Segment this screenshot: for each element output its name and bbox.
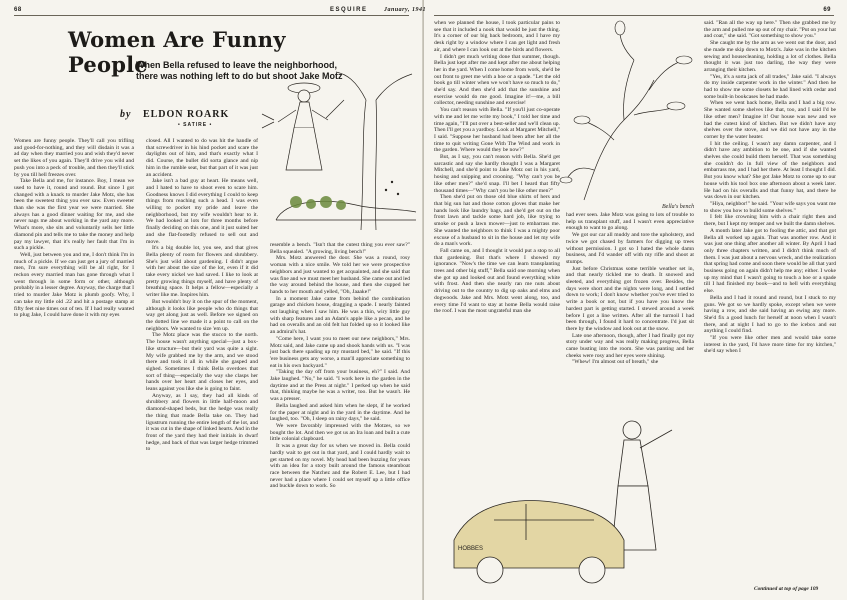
section-tag-label: SATIRE — [183, 122, 208, 128]
paragraph: It was a great day for us when we moved in. Bella could hardly wait to get out in that yard, and I could hardly wait to get started on my novel. My head had been buzzing for years with an idea for a story built around the famous steamboat race between the Natchez and the Robert E. Lee, but I had never had a place where I could set myself up a little office and buckle down to work. So — [270, 443, 410, 490]
paragraph: But wouldn't buy it on the spur of the moment, although it looks like people who do things that way get along just as well. Before we signed on the dotted line we made it a point to call on the neighbors. We wanted to size 'em up. — [146, 298, 258, 332]
left-page — [0, 0, 423, 600]
paragraph: "Come here, I want you to meet our new neighbors," Mrs. Motz said, and Jake came up and shook hands with us. "I was just back there spading up my mustard bed," he said. "If this 'ere business gets any worse, a man'll appreciate something to eat in his own backyard." — [270, 335, 410, 369]
column-5 — [566, 212, 694, 366]
paragraph: I felt like crowning him with a chair right then and there, but I kept my temper and we built the damn shelves. — [704, 214, 836, 228]
paragraph: resemble a bench. "Isn't that the cutest thing you ever saw?" Bella squealed. "A growing, living bench!" — [270, 242, 410, 255]
paragraph: Fall came on, and I thought it would put a stop to all that gardening. But that's where I showed my ignorance. "Now's the time we can learn transplanting trees and other big stuff," Bella said one morning when she got up and looked out and found everything white with frost. And then she nearly ran me nuts about driving out to the country to dig up oaks and elms and dogwoods. Jake and Mrs. Motz went along, too, and every time I'd want to stay at home Bella would raise the roof. I was the most ungrateful man she — [434, 247, 560, 315]
paragraph: I hit the ceiling. I wasn't any damn carpenter, and I didn't have any ambition to be one, and if she wanted shelves she could build them herself. That was something she couldn't do in full view of the neighbors and embarrass me, and I had her there. At least I thought I did. But you know what? She got Jake Motz to come up to our house with his tool box one afternoon about a week later. He had on his overalls and that funny hat, and there he was down in our kitchen. — [704, 140, 836, 201]
paragraph: Well, just between you and me, I don't think I'm in much of a pickle. If we can just get a jury of married men, I'm sure everything will be all right, for I reckon every married man has gone through what I went through in some form or other, although probably in a lesser degree. Anyway, the charge that I tried to murder Jake Motz is plumb goofy. Why, I can take my little old .22 and hit a postage stamp at fifty feet nine times out of ten. If I had really wanted to plug Jake, I could have done it with my eyes — [14, 251, 134, 319]
car-illustration-signature: HOBBES — [458, 546, 484, 552]
paragraph: Just before Christmas some terrible weather set in, and that nearly tickled me to death. It snowed and sleeted, and everything got frozen over. Besides, the days were short and the nights were long, and I settled down to work; I don't know whether you've ever tried to write a book or not, but if you have you know the hardest part is getting started. I stewed around a week before I got a line written. After all the turmoil I had been through, I found it hard to concentrate. I'd just sit there by the window and look out at the snow. — [566, 265, 694, 332]
paragraph: We got our car all muddy and tore the upholstery, and twice we got chased by farmers for digging up trees without permission. I got so I hated the whole damn business, and I'd wander off with my rifle and shoot at stumps. — [566, 232, 694, 265]
header-rule — [434, 15, 834, 16]
magazine-name: ESQUIRE — [330, 7, 368, 13]
section-tag: • SATIRE • — [178, 122, 213, 128]
column-2 — [146, 138, 258, 453]
paragraph: Women are funny people. They'll call you trifling and good-for-nothing, and they will disdain it was a ad day when they married you and wish they'd never set the likes of you again. They'll drive you wild and push you into a peck of trouble, and then they'll stick by you till hell freezes over. — [14, 138, 134, 178]
paragraph: Bella laughed and asked him when he slept, if he worked for the paper at night and in the yard in the daytime. And he laughed, too. "Oh, I sleep on rainy days," he said. — [270, 402, 410, 423]
paragraph: In a moment Jake came from behind the combination garage and chicken house, dragging a spade. I nearly fainted out laughing when I saw him. He was a thin, wiry little guy with sharp features and an Adam's apple like a pecan, and he had on overalls and an old felt hat folded up so it looked like an admiral's hat. — [270, 295, 410, 336]
paragraph: closed. All I wanted to do was hit the handle of that screwdriver in his hind pocket and scare the daylights out of him, and that's exactly what I did. Course, the bullet did sorta glance and nip him in the rumble seat, but that part of it was just an accident. — [146, 138, 258, 178]
column-1 — [14, 138, 134, 319]
paragraph: said. "Ran all the way up here." Then she grabbed me by the arm and pulled me up out of my chair. "Put on your hat and coat," she said. "Got something to show you." — [704, 20, 836, 40]
paragraph: Jake isn't a bad guy at heart. He means well, and I hated to have to shoot even to scare him. Goodness knows I did everything I could to keep things from reaching such a head. I was even willing to pocket my pride and leave the neighborhood, but my wife wouldn't hear to it. We had looked at lots for three months before finally deciding on this one, and it just suited her and she flat-footedly refused to sell out and move. — [146, 178, 258, 245]
column-4 — [434, 20, 560, 315]
column-6 — [704, 20, 836, 355]
paragraph: Late one afternoon, though, after I had finally got my story under way and was really making progress, Bella came busting into the room. She was panting and her cheeks were rosy and her eyes were shining. — [566, 332, 694, 359]
paragraph: Take Bella and me, for instance. Boy, I mean we used to have it, round and round. But since I got changed with a knack to murder Jake Motz, she has been the sweetest thing you ever saw. Even sweeter than she was the first year we were married. She always has a good dinner waiting for me, and she never nags me about working in the yard any more. What's more, she sits and voluntarily sells her little diamond pin and tells me to take the money and help pay my lawyer, that it's really her fault that I'm in such a pickle. — [14, 178, 134, 252]
paragraph: had ever seen. Jake Motz was going to lots of trouble to help us transplant stuff, and I wasn't even appreciative enough to want to go along. — [566, 212, 694, 232]
paragraph: "If you were like other men and would take some interest in the yard, I'd have more time for my kitchen," she'd say when I — [704, 335, 836, 355]
paragraph: A month later Jake got to fooling the attic, and that got Bella all worked up again. That was another row. And it was just one thing after another all winter. By April I had only three chapters written, and I didn't think much of them. I was just about a nervous wreck, and the realization that spring had come and soon there would be all that yard business going on again didn't help me any; either. I woke up my mind that I wasn't going to touch a hoe or a spade till I had finished my book—and to hell with everything else. — [704, 227, 836, 295]
plant-illustration — [564, 20, 694, 210]
paragraph: It's a big double lot, you see, and that gives Bella plenty of room for flowers and shrubbery. She's just wild about gardening. I didn't argue with her about the size of the lot, even if it did take every nickel we had saved. I like to look at pretty growing things myself, and have plenty of breathing space. It helps a fellow—especially a writer like me. Inspires him. — [146, 245, 258, 299]
paragraph: when we planned the house, I took particular pains to see that it included a nook that would be just the thing. It's a corner of our big back bedroom, and I have my desk right by a window where I can get light and fresh air, and where I can look out at the birds and flowers. — [434, 20, 560, 53]
paragraph: Bella and I had it round and round, but I stuck to my guns. We got so we hardly spoke, except when we were having a row, and she said having an ewing any more. She'd fix a good lunch for herself at noon when I wasn't there, and at night I had to go to the icebox and eat anything I could find. — [704, 294, 836, 335]
column-3 — [270, 242, 410, 490]
page-number-left: 68 — [14, 7, 22, 13]
paragraph: Mrs. Motz answered the door. She was a round, rosy woman with a nice smile. We told her we were prospective neighbors and just wanted to get acquainted, and she said that was fine and we must meet her husband. She came out and led the way around behind the house, and then she cupped her hands to her mouth and yelled, "Oh, Jaaake!" — [270, 255, 410, 295]
paragraph: You can't reason with Bella. "If you'll just co-operate with me and let me write my book," I told her time and time again, "I'll put over a best-seller and we'll clean up. Then I'll get you a yardboy. Look at Margaret Mitchell," I said. "Suppose her husband had been after her all the time to quit writing Gone With The Wind and work in the garden. Where would they be now?" — [434, 107, 561, 154]
page-number-right: 69 — [823, 7, 831, 13]
paragraph: The Motz place was the stucco to the north. The house wasn't anything special—just a box-like structure—but their yard was quite a sight. My wife grabbed me by the arm, and we stood there and took it all in while she gasped and sighed. Sometimes I think Bella overdoes that sort of thing—especially the way she clasps her hands over her heart and closes her eyes, and leans against you like she is going to faint. — [146, 332, 258, 393]
author-name: ELDON ROARK — [142, 109, 230, 120]
paragraph: "Hiya, neighbor!" he said. "Your wife says you want me to show you how to build some shelves." — [704, 200, 836, 214]
bench-illustration-signature: Bella's bench — [662, 204, 695, 210]
paragraph: But, as I say, you can't reason with Bella. She'd get sarcastic and say she hardly thought I was a Margaret Mitchell, and she'd point to Jake Motz out in his yard, hosing and snipping and crooning. "Why can't you be like other men?" she'd snap. I'll bet I heard that fifty thousand times—"Why can't you be like other men?" — [434, 154, 560, 194]
article-deck: When Bella refused to leave the neighborhood, there was nothing left to do but shoot Jake Motz — [136, 60, 343, 81]
paragraph: We were favorably impressed with the Motzes, so we bought the lot. And then we got us an Ira loan and built a cute little colonial clapboard. — [270, 422, 410, 443]
paragraph: I didn't get much writing done that summer, though. Bella just kept after me and kept after me about helping her in the yard. When I come home from work, she'd be out front to greet me with a hoe or a spade. "Let the old book go till winter when we won't have so much to do," she'd say. And then she'd add that the sunshine and exercise would do me good. Imagine it!—me, a bill collector, needing sunshine and exercise! — [434, 53, 560, 107]
paragraph: "Whew! I'm almost out of breath," she — [572, 359, 659, 366]
paragraph: Anyway, as I say, they had all kinds of shrubbery and flowers in little half-moon and diamond-shaped beds, but the hedge was really the thing that made Bella take on. They had ligustrum running the entire length of the lot, and it was cut in the shape of linked hearts. And in the front of the yard they had their initials in dwarf hedge, and back of that was larger hedge trimmed to — [146, 392, 258, 453]
car-and-woman-illustration — [434, 400, 696, 590]
article-title: Women Are Funny People — [68, 27, 286, 77]
paragraph: "Taking the day off from your business, eh?" I said. And Jake laughed. "No," he said. "I work here in the garden in the daytime and at the Press at night." I perked up when he said that, thinking maybe he was a writer, too. But he wasn't. He was a presser. — [270, 369, 410, 403]
paragraph: She caught me by the arm as we went out the door, and she made me skip down to Motz's. Jake was in the kitchen sewing and housecleaning, holding a lot of clothes. Bella thought it was just too darling, the way they were arranging their kitchen. — [704, 40, 836, 73]
paragraph: "Yes, it's a sorta jack of all trades," Jake said. "I always do my inside carpenter work in the winter." And then he had to show me some closets he had lined with cedar and some built-in bookcases he had made. — [704, 73, 836, 100]
paragraph: Then she'd put on those old blue shirts of hers and that big sun hat and those cotton gloves that make her hands look like laundry bags, and she'd get out on the front lawn and tackle some hard job, like trying to smoke or push a lawn mower—just to embarrass me. She wanted the neighbors to think I was a mighty poor excuse of a husband to sit in the house and let my wife do a man's work. — [434, 194, 560, 248]
byline — [120, 109, 229, 120]
paragraph: When we went back home, Bella and I had a big row. She wanted some shelves like that, too, and I said I'd be like other men? Imagine it! Our house was new and we had the cutest kind of kitchen. But we didn't have any shelves over the stove, and we did not have any in the corner by the water heater. — [704, 100, 836, 140]
continued-note[interactable]: Continued at top of page 109 — [754, 586, 819, 592]
header-rule — [14, 15, 409, 16]
byline-by: by — [120, 109, 132, 120]
issue-date: January, 1941 — [384, 7, 426, 13]
